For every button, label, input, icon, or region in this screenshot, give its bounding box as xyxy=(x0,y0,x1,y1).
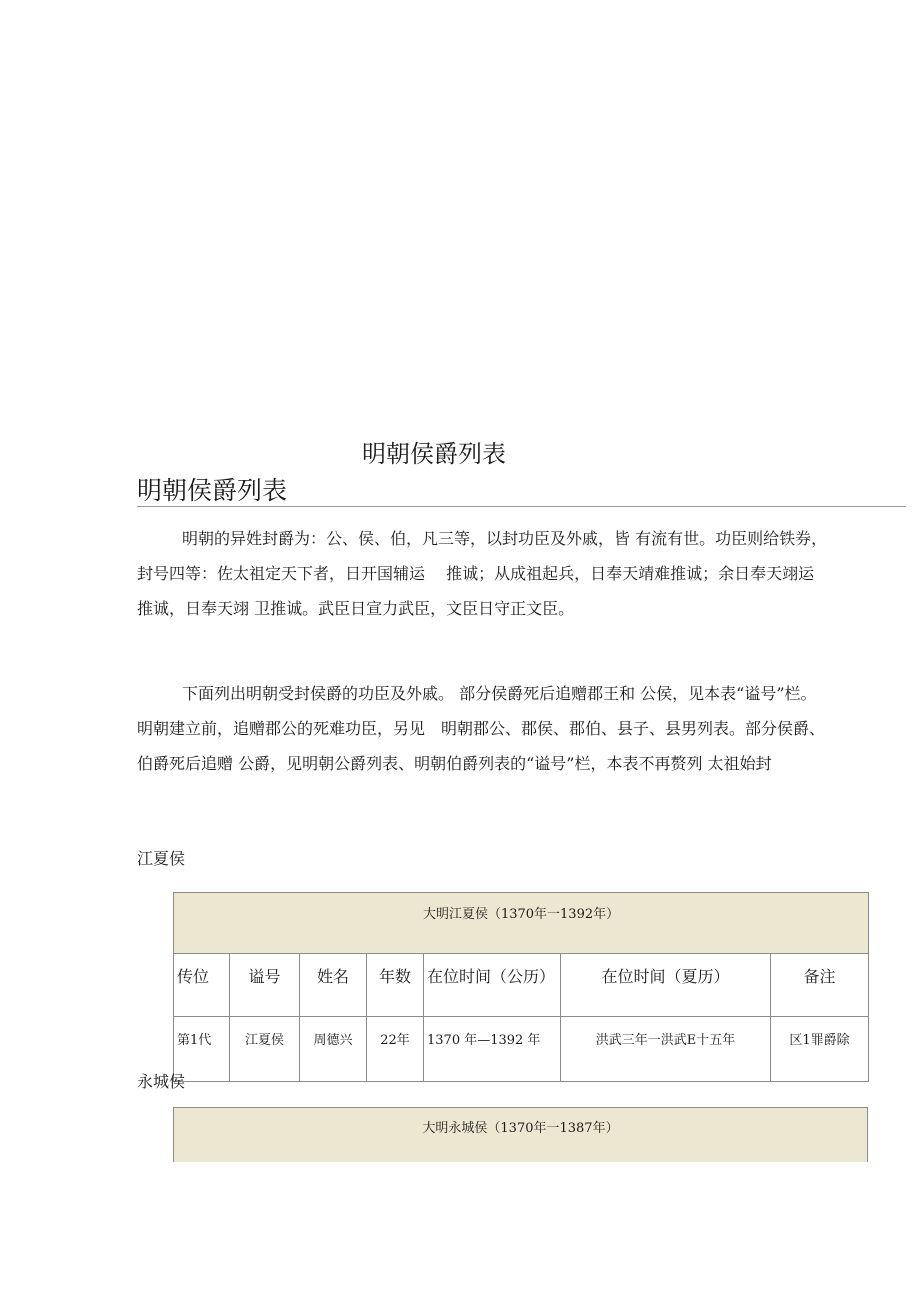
document-title: 明朝侯爵列表 xyxy=(362,440,506,468)
section-label-jiangxia: 江夏侯 xyxy=(137,849,186,868)
column-header: 备注 xyxy=(771,954,869,1017)
table-cell: 第1代 xyxy=(174,1017,230,1082)
paragraph-line: 封号四等：佐太祖定天下者，日开国辅运 推诚；从成祖起兵，日奉天靖难推诚；余日奉天翊运 xyxy=(137,564,815,583)
table-row xyxy=(174,1017,869,1082)
table-cell: 洪武三年一洪武E十五年 xyxy=(561,1017,771,1082)
table-cell: 1370 年—1392 年 xyxy=(424,1017,561,1082)
section-label-yongcheng: 永城侯 xyxy=(137,1072,186,1091)
table-cell: 22年 xyxy=(367,1017,424,1082)
description-paragraph xyxy=(137,676,920,781)
table-title: 大明江夏侯（1370年一1392年） xyxy=(174,893,869,954)
paragraph-line: 明朝建立前，追赠郡公的死难功臣，另见 明朝郡公、郡侯、郡伯、县子、县男列表。部分侯爵、 xyxy=(137,719,826,738)
table-header-row xyxy=(174,954,869,1017)
paragraph-line: 下面列出明朝受封侯爵的功臣及外戚。 部分侯爵死后追赠郡王和 公侯，见本表“谥号”栏。 xyxy=(182,684,817,703)
column-header: 谥号 xyxy=(230,954,300,1017)
column-header: 在位时间（夏历） xyxy=(561,954,771,1017)
table-title-row xyxy=(174,1108,868,1163)
heading-divider xyxy=(137,506,906,507)
table-title: 大明永城侯（1370年一1387年） xyxy=(174,1108,868,1163)
jiangxia-table xyxy=(173,892,869,1082)
column-header: 姓名 xyxy=(300,954,367,1017)
paragraph-line: 推诚，日奉天翊 卫推诚。武臣日宣力武臣，文臣日守正文臣。 xyxy=(137,599,575,618)
table-cell: 江夏侯 xyxy=(230,1017,300,1082)
column-header: 年数 xyxy=(367,954,424,1017)
section-heading: 明朝侯爵列表 xyxy=(137,476,288,505)
yongcheng-table xyxy=(173,1107,868,1162)
table-cell: 区1罪爵除 xyxy=(771,1017,869,1082)
table-title-row xyxy=(174,893,869,954)
paragraph-line: 伯爵死后追赠 公爵，见明朝公爵列表、明朝伯爵列表的“谥号”栏，本表不再赘列 太祖始封 xyxy=(137,754,772,773)
intro-paragraph xyxy=(137,521,920,626)
column-header: 传位 xyxy=(174,954,230,1017)
paragraph-line: 明朝的异姓封爵为：公、侯、伯，凡三等，以封功臣及外戚，皆 有流有世。功臣则给铁券， xyxy=(182,529,828,548)
column-header: 在位时间（公历） xyxy=(424,954,561,1017)
table-cell: 周德兴 xyxy=(300,1017,367,1082)
